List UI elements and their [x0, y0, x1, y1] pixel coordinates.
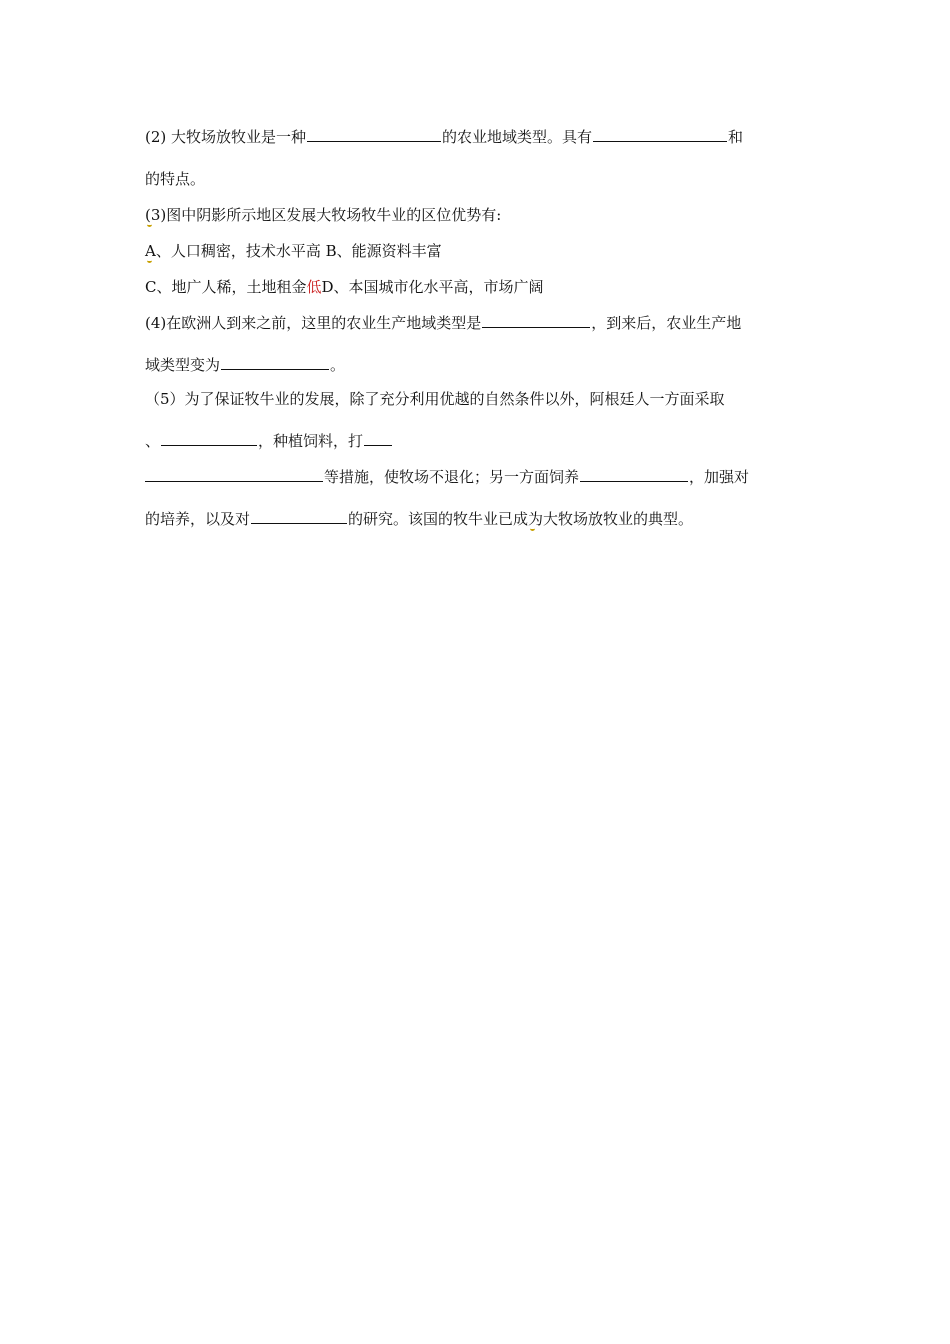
q4-mid: ，到来后，农业生产地: [591, 314, 742, 332]
q2-continuation: [145, 169, 205, 189]
q2-cont: 的特点。: [145, 170, 206, 188]
q5-blank-breed[interactable]: [580, 467, 688, 482]
q5-line2-mid: ，种植饲料，打: [258, 432, 364, 450]
q2-blank-type[interactable]: [307, 127, 441, 142]
q5-blank-research[interactable]: [251, 509, 347, 524]
q3-opt-cd-b: D、本国城市化水平高，市场广阔: [321, 278, 544, 296]
q4-cont-end: 。: [330, 356, 346, 374]
q4-continuation: [145, 355, 345, 375]
q2-blank-feature[interactable]: [593, 127, 727, 142]
q5-line4-prefix: 的培养，以及对: [145, 510, 251, 528]
q4-blank-before[interactable]: [482, 313, 590, 328]
q5-blank-dig-short[interactable]: [364, 431, 392, 446]
q5-line1: [145, 389, 725, 409]
q3-opt-ab-b: 水平高 B、能源资料丰富: [275, 242, 442, 260]
q5-line3-end: ，加强对: [689, 468, 750, 486]
q2-mid: 的农业地域类型。具有: [442, 128, 593, 146]
q4-prefix: (4)在欧洲人到来之前，这里的农业生产地域类型是: [145, 314, 482, 332]
q5-line1-text: （5）为了保证牧牛业的发展，除了充分利用优越的自然条件以外，阿根廷人一方面采取: [145, 390, 725, 408]
q2-prefix: (2) 大牧场放牧业是一种: [145, 128, 307, 146]
q5-line4-mid-a: 的研究。该国的牧牛业已成: [348, 510, 529, 528]
q5-blank-measure[interactable]: [161, 431, 257, 446]
q4-blank-after[interactable]: [221, 355, 329, 370]
q2-end: 和: [728, 128, 744, 146]
q3-question: [145, 205, 501, 225]
q5-blank-dig[interactable]: [145, 467, 323, 482]
q4-cont-prefix: 域类型变为: [145, 356, 221, 374]
q2-line: [145, 127, 743, 147]
q3-opt-cd-red: 低: [306, 278, 322, 296]
q5-line2-prefix: 、: [145, 432, 161, 450]
q3-opt-cd-a: C、地广人稀，土地租金: [145, 278, 307, 296]
q5-line3: [145, 467, 749, 487]
q4-line: [145, 313, 741, 333]
q3-option-cd: [145, 277, 544, 297]
q5-line4: [145, 509, 693, 529]
q5-line3-mid: 等措施，使牧场不退化；另一方面饲养: [324, 468, 580, 486]
q5-line4-mid-b: 为大牧场放牧业的典型。: [528, 510, 694, 528]
q3-text-a: (3)图: [145, 206, 182, 224]
q3-option-ab: [145, 241, 442, 261]
q3-text-b: 中阴影所示地区发展大牧场牧牛业的区位优势有:: [181, 206, 502, 224]
q5-line2: [145, 431, 393, 451]
q3-opt-ab-a: A、人口稠密，技术: [145, 242, 276, 260]
